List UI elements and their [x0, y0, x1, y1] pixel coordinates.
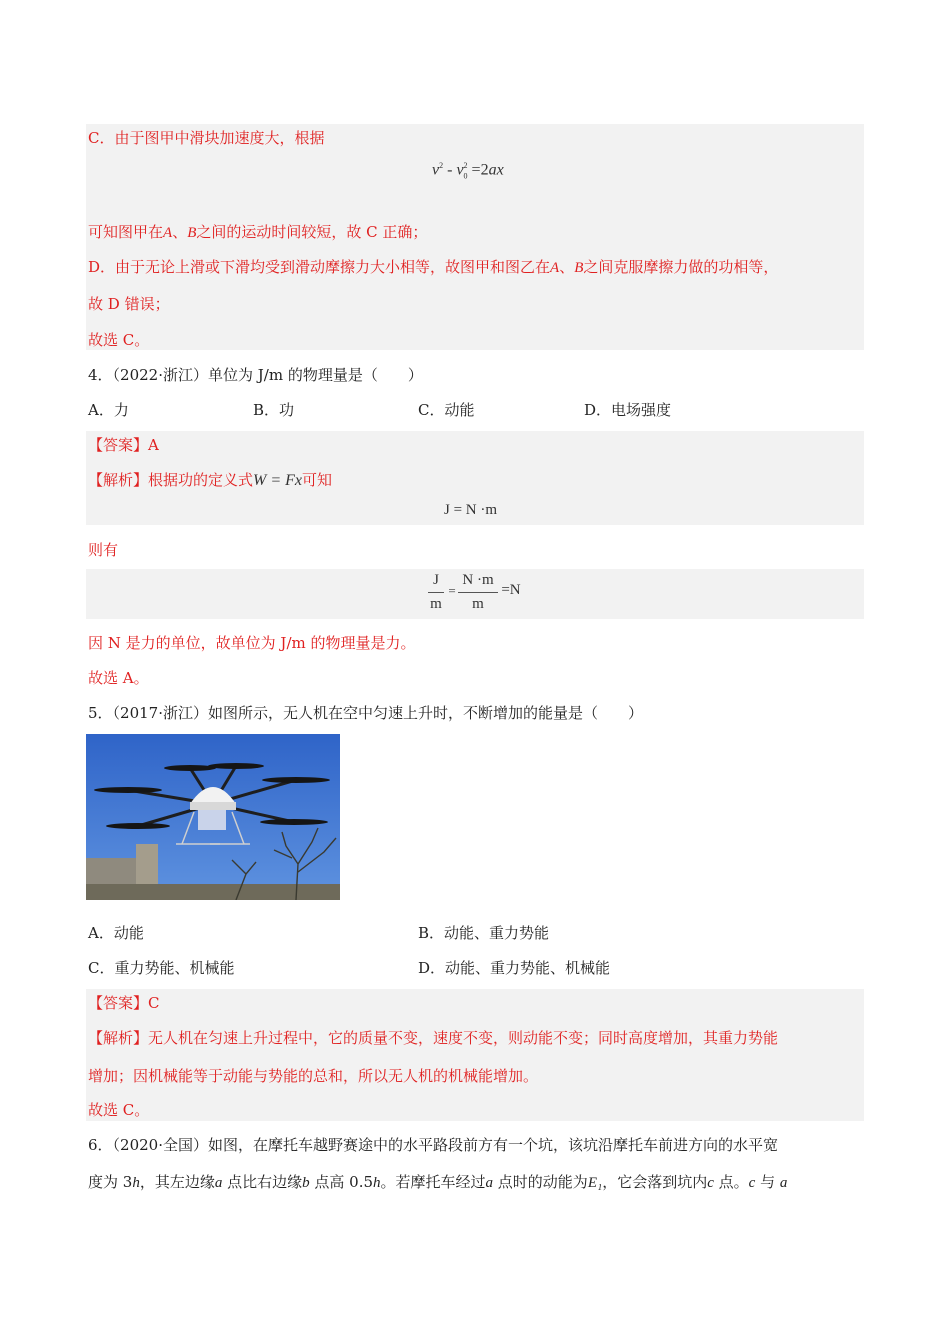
q4-option-a: A．力 [88, 401, 129, 419]
q4-select: 故选 A。 [88, 669, 149, 687]
frac1-bar [428, 592, 444, 593]
q4-stem: 4．（2022·浙江）单位为 J/m 的物理量是（ ） [88, 366, 423, 384]
q5-option-d: D．动能、重力势能、机械能 [418, 959, 611, 977]
frac-result: =N [501, 582, 521, 598]
q4-answer: 【答案】A [88, 436, 159, 454]
drone-photo [86, 734, 340, 900]
q5-option-a: A．动能 [88, 924, 144, 942]
block1-select: 故选 C。 [88, 331, 150, 349]
frac1-numerator: J [433, 572, 439, 588]
q4-then: 则有 [88, 541, 119, 559]
q4-option-b: B．功 [253, 401, 295, 419]
q5-option-c: C．重力势能、机械能 [88, 959, 235, 977]
frac2-bar [458, 592, 498, 593]
option-c-analysis: C．由于图甲中滑块加速度大，根据 [88, 129, 325, 147]
q4-analysis: 【解析】根据功的定义式W = Fx可知 [88, 471, 333, 489]
frac-equals: = [448, 583, 456, 598]
frac2-denominator: m [472, 596, 484, 612]
formula-kinematics: $v^2 - v_0^2 =2ax$ [432, 161, 504, 181]
q5-analysis: 【解析】无人机在匀速上升过程中，它的质量不变，速度不变，则动能不变；同时高度增加，其重力势能 [88, 1029, 779, 1047]
option-d-conclusion: 故 D 错误； [88, 295, 170, 313]
q5-analysis-2: 增加；因机械能等于动能与势能的总和，所以无人机的机械能增加。 [88, 1067, 539, 1085]
formula-work: W = Fx [253, 472, 303, 489]
q5-stem: 5．（2017·浙江）如图所示，无人机在空中匀速上升时，不断增加的能量是（ ） [88, 704, 643, 722]
frac2-numerator: N ·m [462, 572, 494, 588]
formula-joule: J = N ·m [444, 502, 498, 518]
q5-select: 故选 C。 [88, 1101, 150, 1119]
q4-conclusion: 因 N 是力的单位，故单位为 J/m 的物理量是力。 [88, 634, 416, 652]
q6-stem-line-1: 6．（2020·全国）如图，在摩托车越野赛途中的水平路段前方有一个坑，该坑沿摩托车前进方向的水平宽 [88, 1136, 778, 1154]
frac1-denominator: m [430, 596, 442, 612]
q6-stem-line-2: 度为 3h，其左边缘a 点比右边缘b 点高 0.5h。若摩托车经过a 点时的动能为E₁，它会落到坑内c 点。c 与 a [88, 1173, 788, 1191]
q5-answer: 【答案】C [88, 994, 160, 1012]
option-c-conclusion: 可知图甲在A、B之间的运动时间较短，故 C 正确； [88, 223, 428, 241]
answer-block-q5-shade [86, 989, 864, 1121]
q4-option-c: C．动能 [418, 401, 475, 419]
option-d-analysis: D．由于无论上滑或下滑均受到滑动摩擦力大小相等，故图甲和图乙在A、B之间克服摩擦力做的功相等， [88, 258, 779, 276]
q4-option-d: D．电场强度 [584, 401, 672, 419]
q5-option-b: B．动能、重力势能 [418, 924, 550, 942]
